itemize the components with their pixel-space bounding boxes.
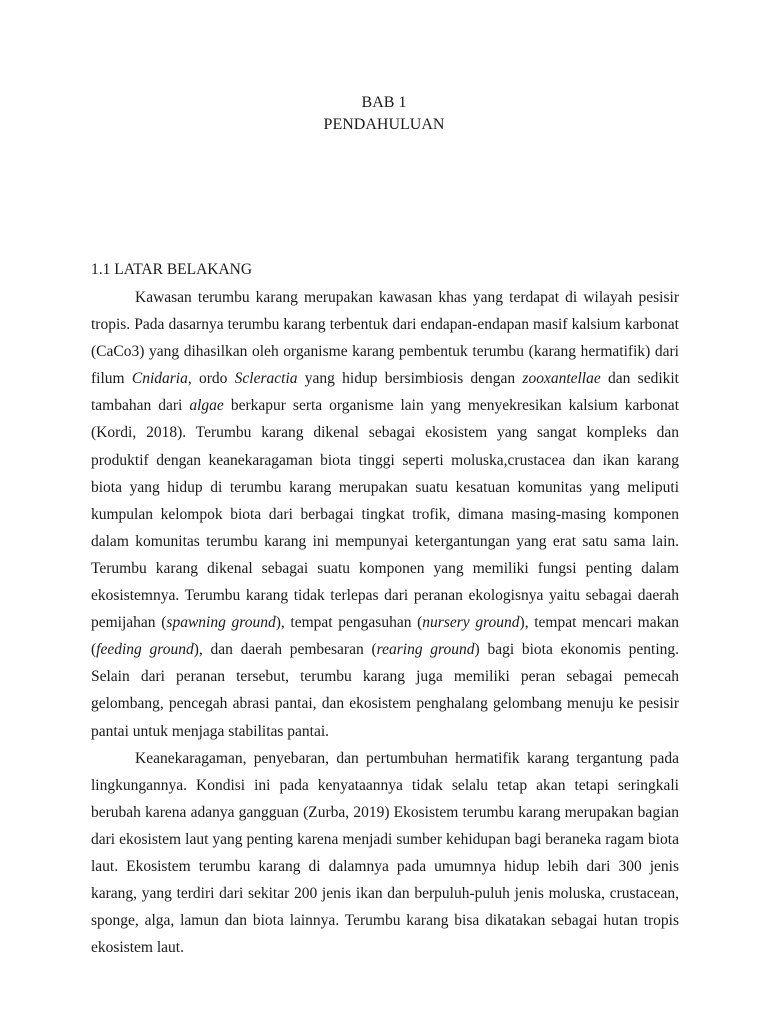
- text-run: Kawasan terumbu karang merupakan kawasan khas yang terdapat di wilayah pesisir tropis. Pada dasarnya terumbu karang terbentuk dari endapan-endapan masif kalsium karbonat (CaCo3) yang dihasilkan oleh organisme karang pembentuk terumbu (karang hermatifik) dari filum: [91, 289, 679, 388]
- italic-term: zooxantellae: [522, 370, 601, 388]
- text-run: yang hidup bersimbiosis dengan: [297, 370, 523, 388]
- section-heading: 1.1 LATAR BELAKANG: [91, 261, 253, 278]
- text-run: , ordo: [187, 370, 235, 388]
- italic-term: nursery ground: [422, 614, 520, 632]
- italic-term: feeding ground: [96, 641, 194, 659]
- italic-term: algae: [189, 397, 224, 415]
- text-run: Keanekaragaman, penyebaran, dan pertumbuhan hermatifik karang tergantung pada lingkungannya. Kondisi ini pada kenyataannya tidak selalu tetap akan tetapi seringkali berubah karena adanya gangguan (Zurba, 2019) Ekosistem terumbu karang merupakan bagian dari ekosistem laut yang penting karena menjadi sumber kehidupan bagi beraneka ragam biota laut. Ekosistem terumbu karang di dalamnya pada umumnya hidup lebih dari 300 jenis karang, yang terdiri dari sekitar 200 jenis ikan dan berpuluh-puluh jenis moluska, crustacean, sponge, alga, lamun dan biota lainnya. Terumbu karang bisa dikatakan sebagai hutan tropis ekosistem laut.: [91, 749, 679, 957]
- chapter-title: PENDAHULUAN: [323, 116, 445, 133]
- body-text: [91, 284, 679, 961]
- text-run: ), tempat mencari makan (: [91, 614, 679, 659]
- italic-term: Scleractia: [234, 370, 298, 388]
- italic-term: rearing ground: [376, 641, 475, 659]
- italic-term: spawning ground: [166, 614, 276, 632]
- text-run: dan sedikit tambahan dari: [91, 370, 679, 415]
- paragraph: [91, 745, 679, 962]
- text-run: ), tempat pengasuhan (: [275, 614, 423, 632]
- italic-term: Cnidaria: [131, 370, 188, 388]
- text-run: ), dan daerah pembesaran (: [193, 641, 377, 659]
- text-run: ) bagi biota ekonomis penting. Selain dari peranan tersebut, terumbu karang juga memiliki peran sebagai pemecah gelombang, pencegah abrasi pantai, dan ekosistem penghalang gelombang menuju ke pesisir pantai untuk menjaga stabilitas pantai.: [91, 641, 679, 740]
- paragraph: [91, 284, 679, 745]
- chapter-number: BAB 1: [361, 94, 407, 111]
- text-run: berkapur serta organisme lain yang menyekresikan kalsium karbonat (Kordi, 2018). Terumbu karang dikenal sebagai ekosistem yang sangat kompleks dan produktif dengan keanekaragaman biota tinggi seperti moluska,crustacea dan ikan karang biota yang hidup di terumbu karang merupakan suatu kesatuan komunitas yang meliputi kumpulan kelompok biota dari berbagai tingkat trofik, dimana masing-masing komponen dalam komunitas terumbu karang ini mempunyai ketergantungan yang erat satu sama lain. Terumbu karang dikenal sebagai suatu komponen yang memiliki fungsi penting dalam ekosistemnya. Terumbu karang tidak terlepas dari peranan ekologisnya yaitu sebagai daerah pemijahan (: [91, 397, 679, 632]
